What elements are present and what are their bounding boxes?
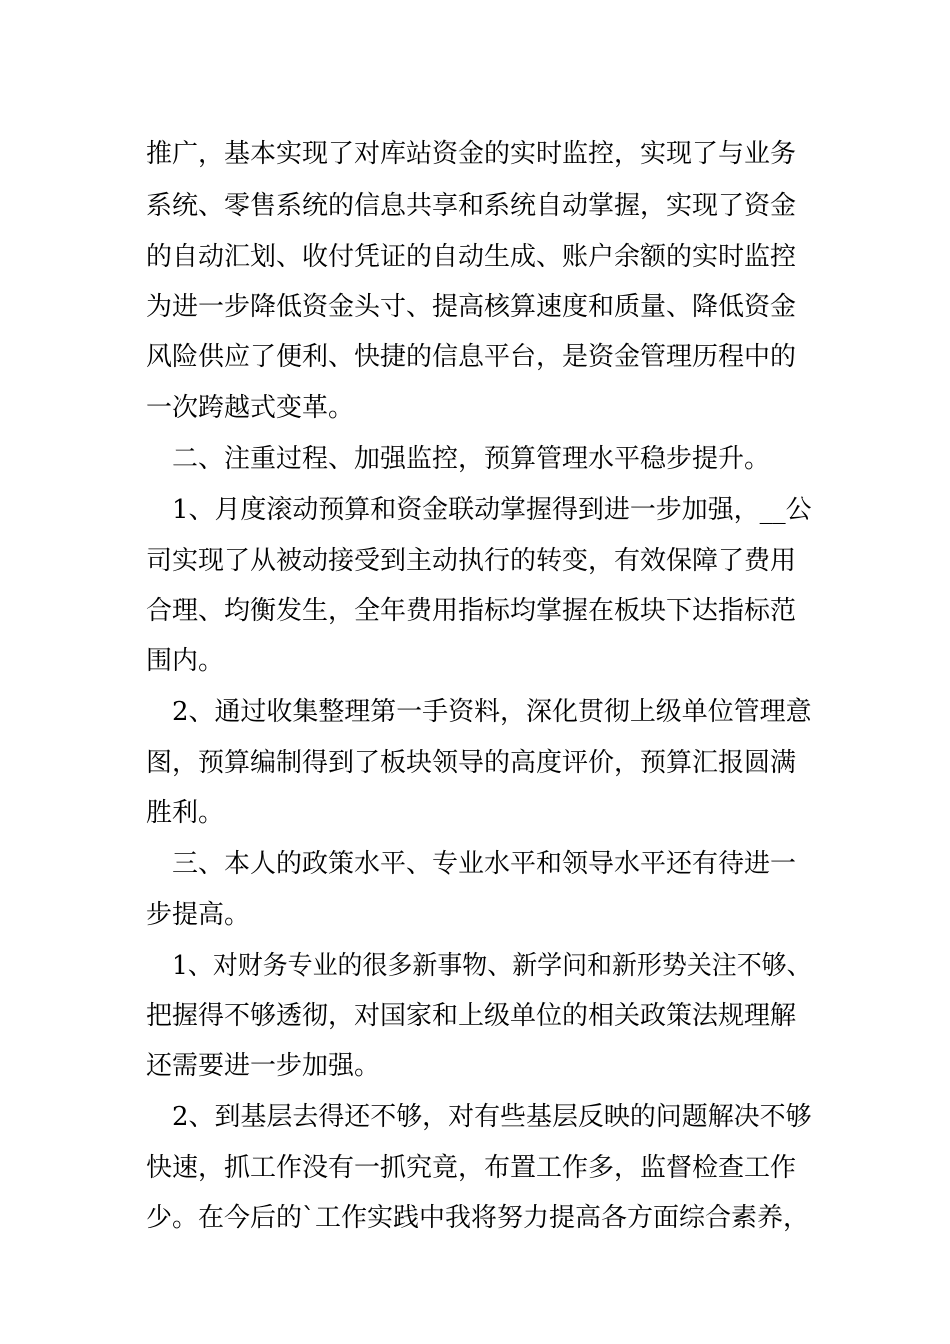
paragraph-line: 合理、均衡发生，全年费用指标均掌握在板块下达指标范: [146, 596, 797, 626]
paragraph-line: 为进一步降低资金头寸、提高核算速度和质量、降低资金: [146, 292, 797, 322]
paragraph-line: 推广，基本实现了对库站资金的实时监控，实现了与业务: [146, 139, 797, 169]
paragraph-line: 围内。: [146, 646, 225, 676]
paragraph-line: 把握得不够透彻，对国家和上级单位的相关政策法规理解: [146, 1001, 797, 1031]
paragraph-line: 司实现了从被动接受到主动执行的转变，有效保障了费用: [146, 546, 797, 576]
paragraph-line: 的自动汇划、收付凭证的自动生成、账户余额的实时监控: [146, 242, 797, 272]
section-heading: 二、注重过程、加强监控，预算管理水平稳步提升。: [172, 444, 771, 474]
paragraph-line: 一次跨越式变革。: [146, 393, 355, 423]
paragraph-line: 还需要进一步加强。: [146, 1051, 381, 1081]
paragraph-line: 1、月度滚动预算和资金联动掌握得到进一步加强，__公: [172, 495, 812, 525]
paragraph-line: 快速，抓工作没有一抓究竟，布置工作多，监督检查工作: [146, 1153, 797, 1183]
section-heading: 步提高。: [146, 900, 251, 930]
paragraph-line: 1、对财务专业的很多新事物、新学问和新形势关注不够、: [172, 951, 812, 981]
section-heading: 三、本人的政策水平、专业水平和领导水平还有待进一: [172, 849, 797, 879]
paragraph-line: 2、通过收集整理第一手资料，深化贯彻上级单位管理意: [172, 697, 812, 727]
paragraph-line: 图，预算编制得到了板块领导的高度评价，预算汇报圆满: [146, 748, 797, 778]
paragraph-line: 2、到基层去得还不够，对有些基层反映的问题解决不够: [172, 1102, 812, 1132]
paragraph-line: 胜利。: [146, 798, 225, 828]
paragraph-line: 系统、零售系统的信息共享和系统自动掌握，实现了资金: [146, 191, 797, 221]
paragraph-line: 风险供应了便利、快捷的信息平台，是资金管理历程中的: [146, 342, 797, 372]
paragraph-line: 少。在今后的`工作实践中我将努力提高各方面综合素养，: [146, 1203, 810, 1233]
